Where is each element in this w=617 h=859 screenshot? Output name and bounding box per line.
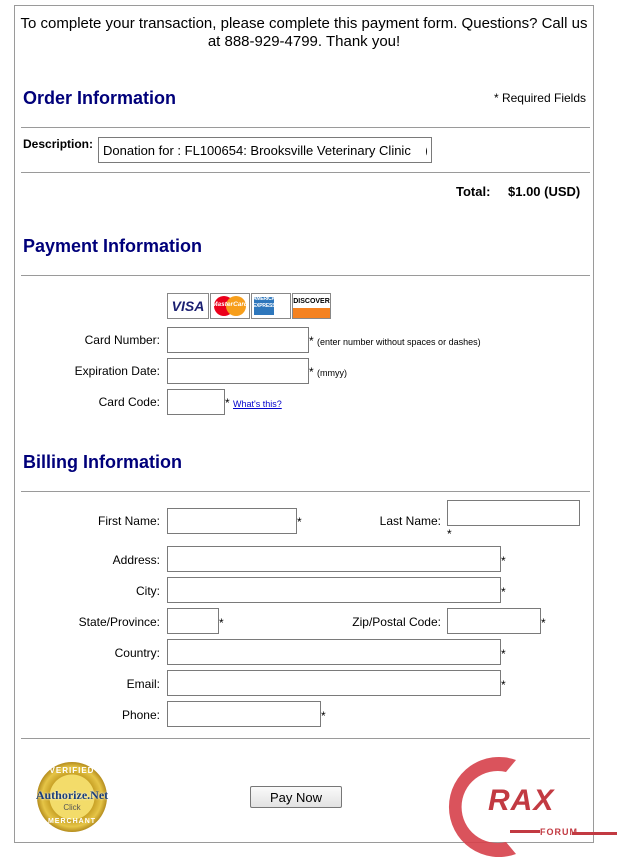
required-fields-note: * Required Fields <box>493 91 586 105</box>
american-express-card-icon: AMERICAN EXPRESS Cards <box>251 293 291 319</box>
zip-postal-code-label: Zip/Postal Code: <box>352 615 441 629</box>
card-number-input[interactable] <box>167 327 309 353</box>
last-name-input[interactable] <box>447 500 580 526</box>
zip-postal-code-input[interactable] <box>447 608 541 634</box>
card-code-label: Card Code: <box>98 395 160 409</box>
required-marker: * <box>501 554 506 568</box>
whats-this-link[interactable]: What's this? <box>233 399 282 409</box>
phone-input[interactable] <box>167 701 321 727</box>
required-marker: * <box>447 527 452 541</box>
required-marker: * <box>309 365 314 379</box>
seal-click-text: Click <box>63 803 81 812</box>
required-marker: * <box>225 396 230 410</box>
state-province-label: State/Province: <box>78 615 160 629</box>
required-marker: * <box>501 647 506 661</box>
authorize-net-seal[interactable] <box>27 762 117 832</box>
payment-information-title: Payment Information <box>23 236 203 256</box>
expiration-date-label: Expiration Date: <box>74 364 160 378</box>
seal-top-text: VERIFIED <box>49 766 95 775</box>
required-marker: * <box>541 616 546 630</box>
visa-card-icon: VISA <box>167 293 209 319</box>
required-marker: * <box>501 585 506 599</box>
total-value: $1.00 (USD) <box>508 184 581 199</box>
required-marker: * <box>309 334 314 348</box>
state-province-input[interactable] <box>167 608 219 634</box>
required-marker: * <box>219 616 224 630</box>
divider <box>21 127 590 128</box>
seal-bottom-text: MERCHANT <box>47 818 97 825</box>
first-name-label: First Name: <box>97 514 160 528</box>
billing-information-title: Billing Information <box>23 452 182 472</box>
description-label: Description: <box>23 137 94 151</box>
phone-label: Phone: <box>121 708 160 722</box>
last-name-label: Last Name: <box>379 514 441 528</box>
order-information-title: Order Information <box>23 88 177 108</box>
watermark-word: RAX <box>488 784 555 817</box>
country-input[interactable] <box>167 639 501 665</box>
crax-forum-watermark <box>436 754 617 859</box>
intro-text: To complete your transaction, please complete this payment form. Questions? Call us at 888-929-4799. Thank you! <box>20 15 588 50</box>
expiration-date-hint: (mmyy) <box>317 368 347 378</box>
seal-brand-text: Authorize.Net <box>35 788 109 802</box>
first-name-input[interactable] <box>167 508 297 534</box>
divider <box>21 491 590 492</box>
address-label: Address: <box>112 553 160 567</box>
mastercard-card-icon: MasterCard <box>210 293 250 319</box>
divider <box>21 275 590 276</box>
required-marker: * <box>501 678 506 692</box>
email-input[interactable] <box>167 670 501 696</box>
country-label: Country: <box>114 646 160 660</box>
total-label: Total: <box>456 184 491 199</box>
divider <box>21 738 590 739</box>
divider <box>21 172 590 173</box>
city-input[interactable] <box>167 577 501 603</box>
expiration-date-input[interactable] <box>167 358 309 384</box>
required-marker: * <box>297 515 302 529</box>
required-marker: * <box>321 709 326 723</box>
watermark-sub: FORUM <box>540 827 578 837</box>
pay-now-button[interactable]: Pay Now <box>250 786 342 808</box>
card-code-input[interactable] <box>167 389 225 415</box>
email-label: Email: <box>126 677 160 691</box>
address-input[interactable] <box>167 546 501 572</box>
card-number-hint: (enter number without spaces or dashes) <box>317 337 481 347</box>
description-field[interactable] <box>98 137 432 163</box>
discover-card-icon: DISCOVER <box>292 293 331 319</box>
card-number-label: Card Number: <box>84 333 160 347</box>
city-label: City: <box>136 584 160 598</box>
